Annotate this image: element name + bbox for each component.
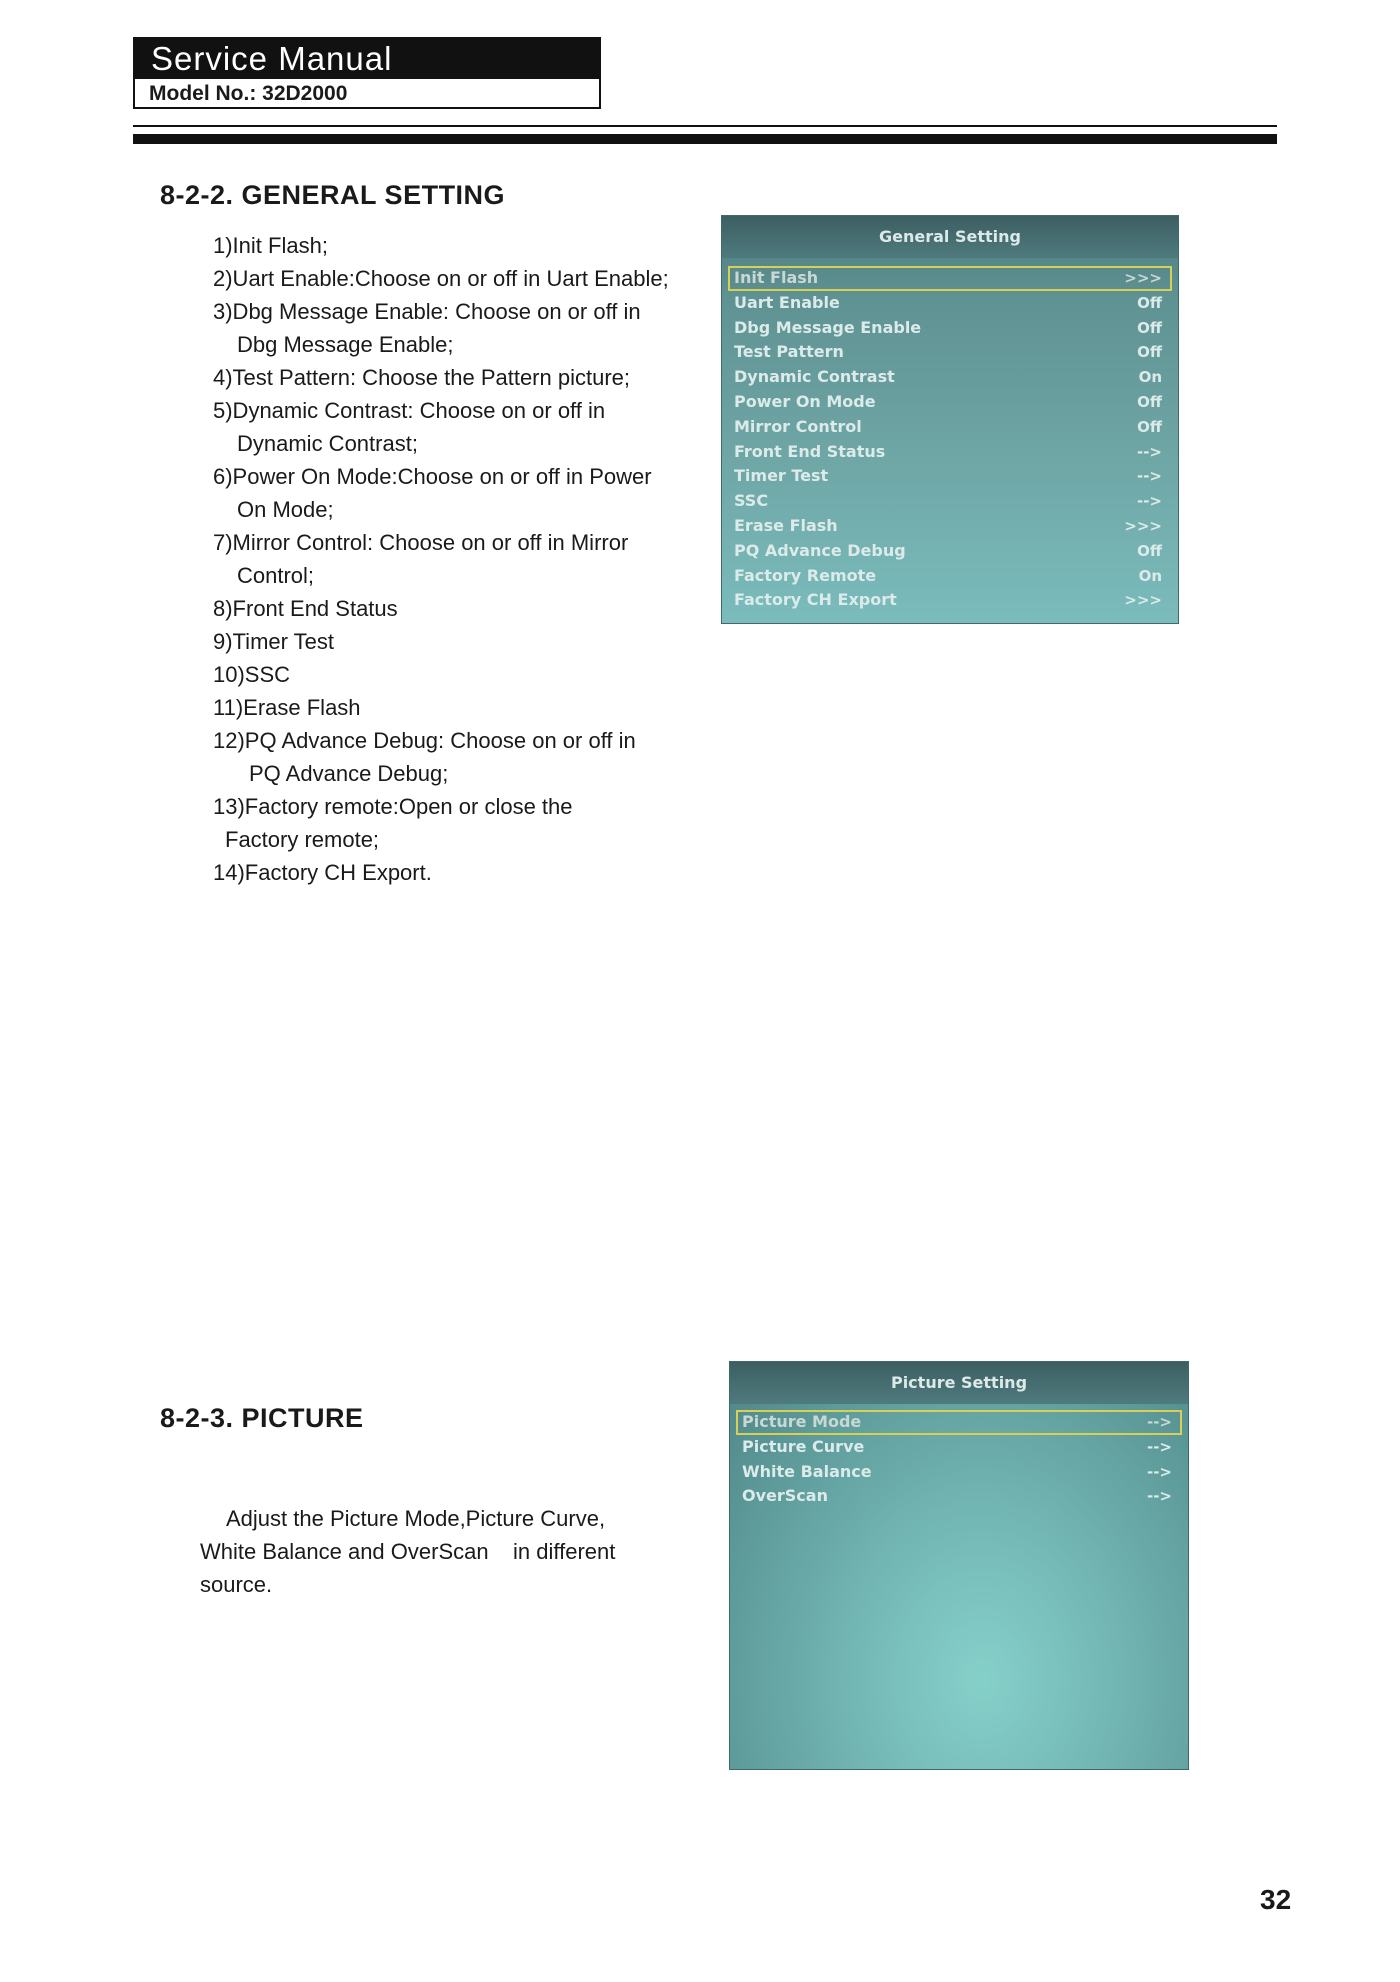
list-item xyxy=(213,460,713,526)
list-item xyxy=(213,691,713,724)
osd-row-value: Off xyxy=(1137,318,1162,337)
list-item xyxy=(213,724,713,790)
picture-description-line: source. xyxy=(200,1572,273,1597)
osd-row xyxy=(728,340,1172,365)
list-item-continuation: PQ Advance Debug; xyxy=(249,761,449,786)
osd-menu xyxy=(728,266,1172,613)
osd-row-value: --> xyxy=(1146,1437,1172,1456)
osd-row-label: Test Pattern xyxy=(734,342,844,362)
osd-row xyxy=(728,464,1172,489)
osd-row-label: Factory Remote xyxy=(734,565,877,585)
osd-row-value: --> xyxy=(1136,467,1162,486)
list-item-continuation: Dynamic Contrast; xyxy=(237,431,418,456)
list-item-continuation: Control; xyxy=(237,563,315,588)
osd-row-selected xyxy=(728,266,1172,291)
list-item-text: 4)Test Pattern: Choose the Pattern picture; xyxy=(213,365,631,390)
osd-title: General Setting xyxy=(722,216,1178,258)
osd-row-label: Mirror Control xyxy=(734,416,862,436)
list-item xyxy=(213,361,713,394)
osd-row-label: SSC xyxy=(734,491,769,511)
osd-row-value: Off xyxy=(1137,417,1162,436)
osd-row xyxy=(728,440,1172,465)
osd-row-value: Off xyxy=(1137,293,1162,312)
list-item-text: 7)Mirror Control: Choose on or off in Mirror xyxy=(213,530,629,555)
list-item xyxy=(213,592,713,625)
picture-description-line: White Balance and OverScan in different xyxy=(200,1539,616,1564)
list-item-text: 9)Timer Test xyxy=(213,629,335,654)
osd-row xyxy=(728,291,1172,316)
osd-menu xyxy=(736,1410,1182,1509)
osd-row-value: >>> xyxy=(1124,269,1162,287)
list-item-text: 10)SSC xyxy=(213,662,291,687)
osd-row-value: --> xyxy=(1136,442,1162,461)
list-item xyxy=(213,856,713,889)
list-item xyxy=(213,790,713,856)
osd-row-value: On xyxy=(1138,566,1162,585)
osd-row-label: Picture Mode xyxy=(742,1412,862,1431)
header-box xyxy=(133,37,601,109)
list-item-text: 6)Power On Mode:Choose on or off in Power xyxy=(213,464,652,489)
picture-setting-osd-screenshot xyxy=(729,1361,1189,1770)
osd-row xyxy=(736,1484,1182,1509)
manual-title: Service Manual xyxy=(135,39,599,79)
osd-row xyxy=(728,390,1172,415)
model-number: Model No.: 32D2000 xyxy=(149,82,348,105)
osd-row-label: Dynamic Contrast xyxy=(734,367,895,387)
list-item-text: 5)Dynamic Contrast: Choose on or off in xyxy=(213,398,606,423)
osd-row-selected xyxy=(736,1410,1182,1435)
osd-row-value: >>> xyxy=(1124,516,1162,535)
osd-row-label: Init Flash xyxy=(734,268,819,287)
header-rule-thick xyxy=(133,134,1277,144)
header-rule-thin xyxy=(133,125,1277,127)
list-item-text: 8)Front End Status xyxy=(213,596,398,621)
osd-row-label: Picture Curve xyxy=(742,1436,865,1456)
osd-row-label: Erase Flash xyxy=(734,515,838,535)
picture-description-line: Adjust the Picture Mode,Picture Curve, xyxy=(226,1506,606,1531)
osd-row-label: Uart Enable xyxy=(734,292,840,312)
list-item xyxy=(213,658,713,691)
osd-row-label: Dbg Message Enable xyxy=(734,317,922,337)
list-item-text: 12)PQ Advance Debug: Choose on or off in xyxy=(213,728,636,753)
osd-row-label: PQ Advance Debug xyxy=(734,540,906,560)
osd-row xyxy=(728,564,1172,589)
osd-row-label: White Balance xyxy=(742,1461,872,1481)
osd-row-value: >>> xyxy=(1124,591,1162,610)
osd-row-value: --> xyxy=(1146,1462,1172,1481)
osd-row-value: --> xyxy=(1146,1487,1172,1506)
list-item-text: 2)Uart Enable:Choose on or off in Uart Enable; xyxy=(213,266,669,291)
osd-row-label: Timer Test xyxy=(734,466,829,486)
osd-row-value: Off xyxy=(1137,541,1162,560)
osd-row-value: --> xyxy=(1136,492,1162,511)
list-item xyxy=(213,526,713,592)
osd-row xyxy=(728,539,1172,564)
osd-row-label: OverScan xyxy=(742,1486,828,1506)
osd-title: Picture Setting xyxy=(730,1362,1188,1404)
picture-description xyxy=(200,1502,680,1601)
list-item xyxy=(213,229,713,262)
osd-row-label: Front End Status xyxy=(734,441,886,461)
osd-row xyxy=(728,415,1172,440)
list-item xyxy=(213,625,713,658)
list-item-continuation: On Mode; xyxy=(237,497,334,522)
general-setting-heading: 8-2-2. GENERAL SETTING xyxy=(160,180,506,210)
osd-row xyxy=(728,316,1172,341)
list-item-text: 14)Factory CH Export. xyxy=(213,860,432,885)
osd-row xyxy=(728,514,1172,539)
osd-row-label: Power On Mode xyxy=(734,391,876,411)
picture-heading: 8-2-3. PICTURE xyxy=(160,1403,364,1433)
osd-row-value: On xyxy=(1138,368,1162,387)
list-item-text: 13)Factory remote:Open or close the xyxy=(213,794,573,819)
osd-row-value: Off xyxy=(1137,392,1162,411)
osd-row xyxy=(736,1435,1182,1460)
osd-row xyxy=(728,365,1172,390)
osd-row xyxy=(728,489,1172,514)
list-item xyxy=(213,295,713,361)
list-item xyxy=(213,394,713,460)
general-setting-list xyxy=(213,229,713,889)
list-item-continuation: Dbg Message Enable; xyxy=(237,332,454,357)
general-setting-osd-screenshot xyxy=(721,215,1179,624)
osd-row-label: Factory CH Export xyxy=(734,590,897,610)
list-item-text: 11)Erase Flash xyxy=(213,695,361,720)
list-item-text: 3)Dbg Message Enable: Choose on or off in xyxy=(213,299,641,324)
osd-row-value: Off xyxy=(1137,343,1162,362)
osd-row-value: --> xyxy=(1146,1413,1172,1431)
list-item-continuation: Factory remote; xyxy=(225,827,380,852)
list-item xyxy=(213,262,713,295)
osd-row xyxy=(736,1460,1182,1485)
list-item-text: 1)Init Flash; xyxy=(213,233,328,258)
osd-row xyxy=(728,588,1172,613)
page-number: 32 xyxy=(1260,1884,1292,1915)
